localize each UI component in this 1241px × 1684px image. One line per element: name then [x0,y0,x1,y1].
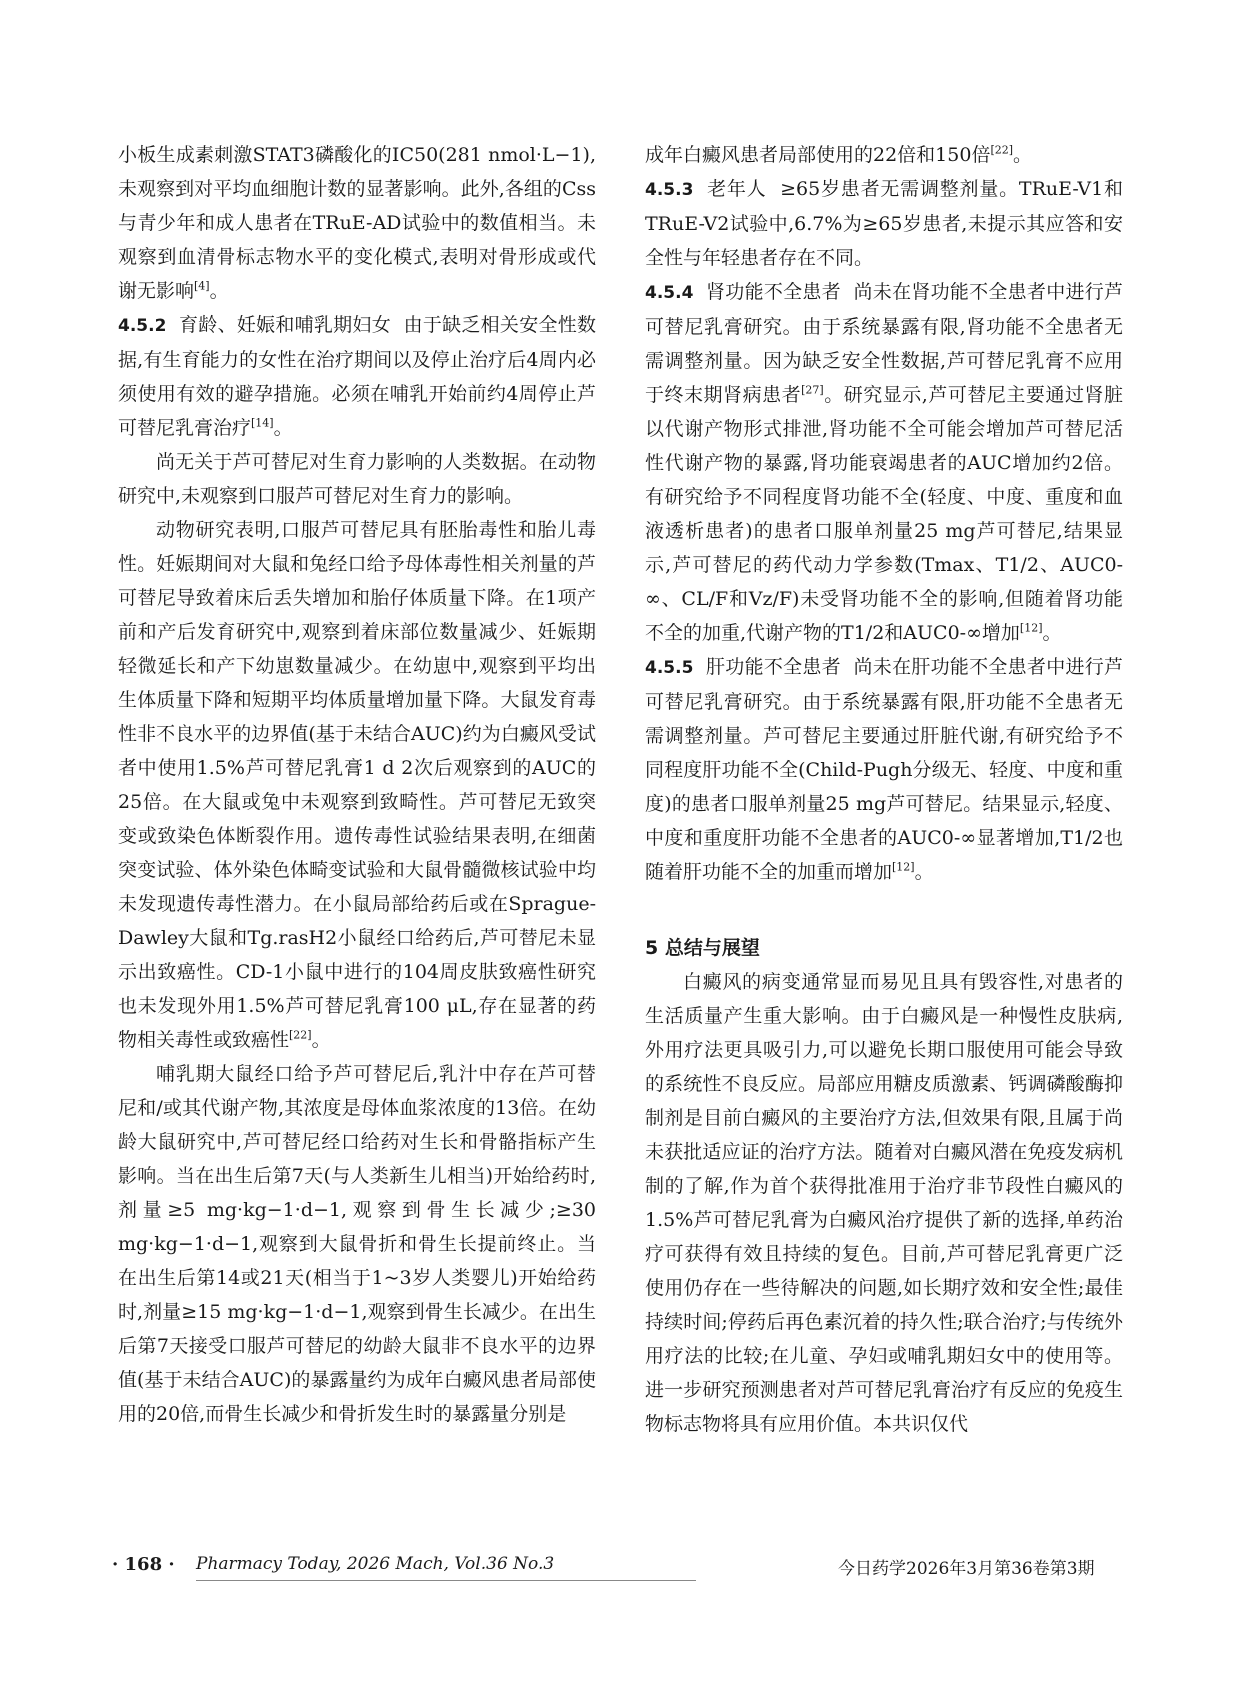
section-title: 肾功能不全患者 [706,281,841,303]
section-number: 4.5.4 [645,283,694,303]
section-number: 4.5.3 [645,180,694,200]
citation: [12] [1019,621,1043,635]
footer-rule [196,1580,696,1581]
subsection-4-5-5: 4.5.5 肝功能不全患者 尚未在肝功能不全患者中进行芦可替尼乳膏研究。由于系统暴露有限,肝功能不全患者无需调整剂量。芦可替尼主要通过肝脏代谢,有研究给予不同程度肝功能不全(Child-Pugh分级无、轻度、中度和重度)的患者口服单剂量25 mg芦可替尼。结果显示,轻度、中度和重度肝功能不全患者的AUC0-∞显著增加,T1/2也随着肝功能不全的加重而增加[12]。 [645,656,1123,883]
citation: [12] [892,860,915,874]
citation: [22] [990,143,1014,157]
section-heading: 5 总结与展望 [645,937,760,959]
section-number: 4.5.5 [645,658,694,678]
subsection-4-5-4: 4.5.4 肾功能不全患者 尚未在肾功能不全患者中进行芦可替尼乳膏研究。由于系统暴露有限,肾功能不全患者无需调整剂量。因为缺乏安全性数据,芦可替尼乳膏不应用于终末期肾病患者[27]。研究显示,芦可替尼主要通过肾脏以代谢产物形式排泄,肾功能不全可能会增加芦可替尼活性代谢产物的暴露,肾功能衰竭患者的AUC增加约2倍。有研究给予不同程度肾功能不全(轻度、中度、重度和血液透析患者)的患者口服单剂量25 mg芦可替尼,结果显示,芦可替尼的药代动力学参数(Tmax、T1/2、AUC0-∞、CL/F和Vz/F)未受肾功能不全的影响,但随着肾功能不全的加重,代谢产物的T1/2和AUC0-∞增加[12]。 [645,281,1123,644]
section-number: 4.5.2 [118,316,167,336]
paragraph: 白癜风的病变通常显而易见且具有毁容性,对患者的生活质量产生重大影响。由于白癜风是一种慢性皮肤病,外用疗法更具吸引力,可以避免长期口服使用可能会导致的系统性不良反应。局部应用糖皮质激素、钙调磷酸酶抑制剂是目前白癜风的主要治疗方法,但效果有限,且属于尚未获批适应证的治疗方法。随着对白癜风潜在免疫发病机制的了解,作为首个获得批准用于治疗非节段性白癜风的1.5%芦可替尼乳膏为白癜风治疗提供了新的选择,单药治疗可获得有效且持续的复色。目前,芦可替尼乳膏更广泛使用仍存在一些待解决的问题,如长期疗效和安全性;最佳持续时间;停药后再色素沉着的持久性;联合治疗;与传统外用疗法的比较;在儿童、孕妇或哺乳期妇女中的使用等。进一步研究预测患者对芦可替尼乳膏治疗有反应的免疫生物标志物将具有应用价值。本共识仅代 [645,971,1123,1435]
journal-name-en: Pharmacy Today, 2026 Mach, Vol.36 No.3 [196,1554,555,1574]
paragraph: 尚无关于芦可替尼对生育力影响的人类数据。在动物研究中,未观察到口服芦可替尼对生育力的影响。 [118,451,596,507]
journal-name-cn: 今日药学2026年3月第36卷第3期 [838,1559,1095,1579]
paragraph: 小板生成素刺激STAT3磷酸化的IC50(281 nmol·L−1),未观察到对平均血细胞计数的显著影响。此外,各组的Css与青少年和成人患者在TRuE-AD试验中的数值相当。未观察到血清骨标志物水平的变化模式,表明对骨形成或代谢无影响[4]。 [118,144,596,302]
subsection-4-5-2: 4.5.2 育龄、妊娠和哺乳期妇女 由于缺乏相关安全性数据,有生育能力的女性在治疗期间以及停止治疗后4周内必须使用有效的避孕措施。必须在哺乳开始前约4周停止芦可替尼乳膏治疗[14]。 [118,314,596,439]
paragraph: 动物研究表明,口服芦可替尼具有胚胎毒性和胎儿毒性。妊娠期间对大鼠和兔经口给予母体毒性相关剂量的芦可替尼导致着床后丢失增加和胎仔体质量下降。在1项产前和产后发育研究中,观察到着床部位数量减少、妊娠期轻微延长和产下幼崽数量减少。在幼崽中,观察到平均出生体质量下降和短期平均体质量增加量下降。大鼠发育毒性非不良水平的边界值(基于未结合AUC)约为白癜风受试者中使用1.5%芦可替尼乳膏1 d 2次后观察到的AUC的25倍。在大鼠或兔中未观察到致畸性。芦可替尼无致突变或致染色体断裂作用。遗传毒性试验结果表明,在细菌突变试验、体外染色体畸变试验和大鼠骨髓微核试验中均未发现遗传毒性潜力。在小鼠局部给药后或在Sprague-Dawley大鼠和Tg.rasH2小鼠经口给药后,芦可替尼未显示出致癌性。CD-1小鼠中进行的104周皮肤致癌性研究也未发现外用1.5%芦可替尼乳膏100 μL,存在显著的药物相关毒性或致癌性[22]。 [118,519,596,1051]
right-column [645,138,1123,1441]
section-title: 肝功能不全患者 [706,656,841,678]
citation: [27] [801,383,824,397]
section-title: 育龄、妊娠和哺乳期妇女 [179,314,391,336]
citation: [22] [289,1028,312,1042]
citation: [4] [194,279,210,293]
paragraph: 成年白癜风患者局部使用的22倍和150倍[22]。 [645,143,1033,166]
subsection-4-5-3: 4.5.3 老年人 ≥65岁患者无需调整剂量。TRuE-V1和TRuE-V2试验中,6.7%为≥65岁患者,未提示其应答和安全性与年轻患者存在不同。 [645,178,1123,269]
page-number: · 168 · [112,1554,175,1575]
paragraph: 哺乳期大鼠经口给予芦可替尼后,乳汁中存在芦可替尼和/或其代谢产物,其浓度是母体血浆浓度的13倍。在幼龄大鼠研究中,芦可替尼经口给药对生长和骨骼指标产生影响。当在出生后第7天(与人类新生儿相当)开始给药时,剂量≥5 mg·kg−1·d−1,观察到骨生长减少;≥30 mg·kg−1·d−1,观察到大鼠骨折和骨生长提前终止。当在出生后第14或21天(相当于1~3岁人类婴儿)开始给药时,剂量≥15 mg·kg−1·d−1,观察到骨生长减少。在出生后第7天接受口服芦可替尼的幼龄大鼠非不良水平的边界值(基于未结合AUC)的暴露量约为成年白癜风患者局部使用的20倍,而骨生长减少和骨折发生时的暴露量分别是 [118,1063,596,1425]
citation: [14] [251,416,274,430]
left-column [118,138,596,1431]
section-title: 老年人 [707,178,767,200]
section-gap [645,889,1123,923]
